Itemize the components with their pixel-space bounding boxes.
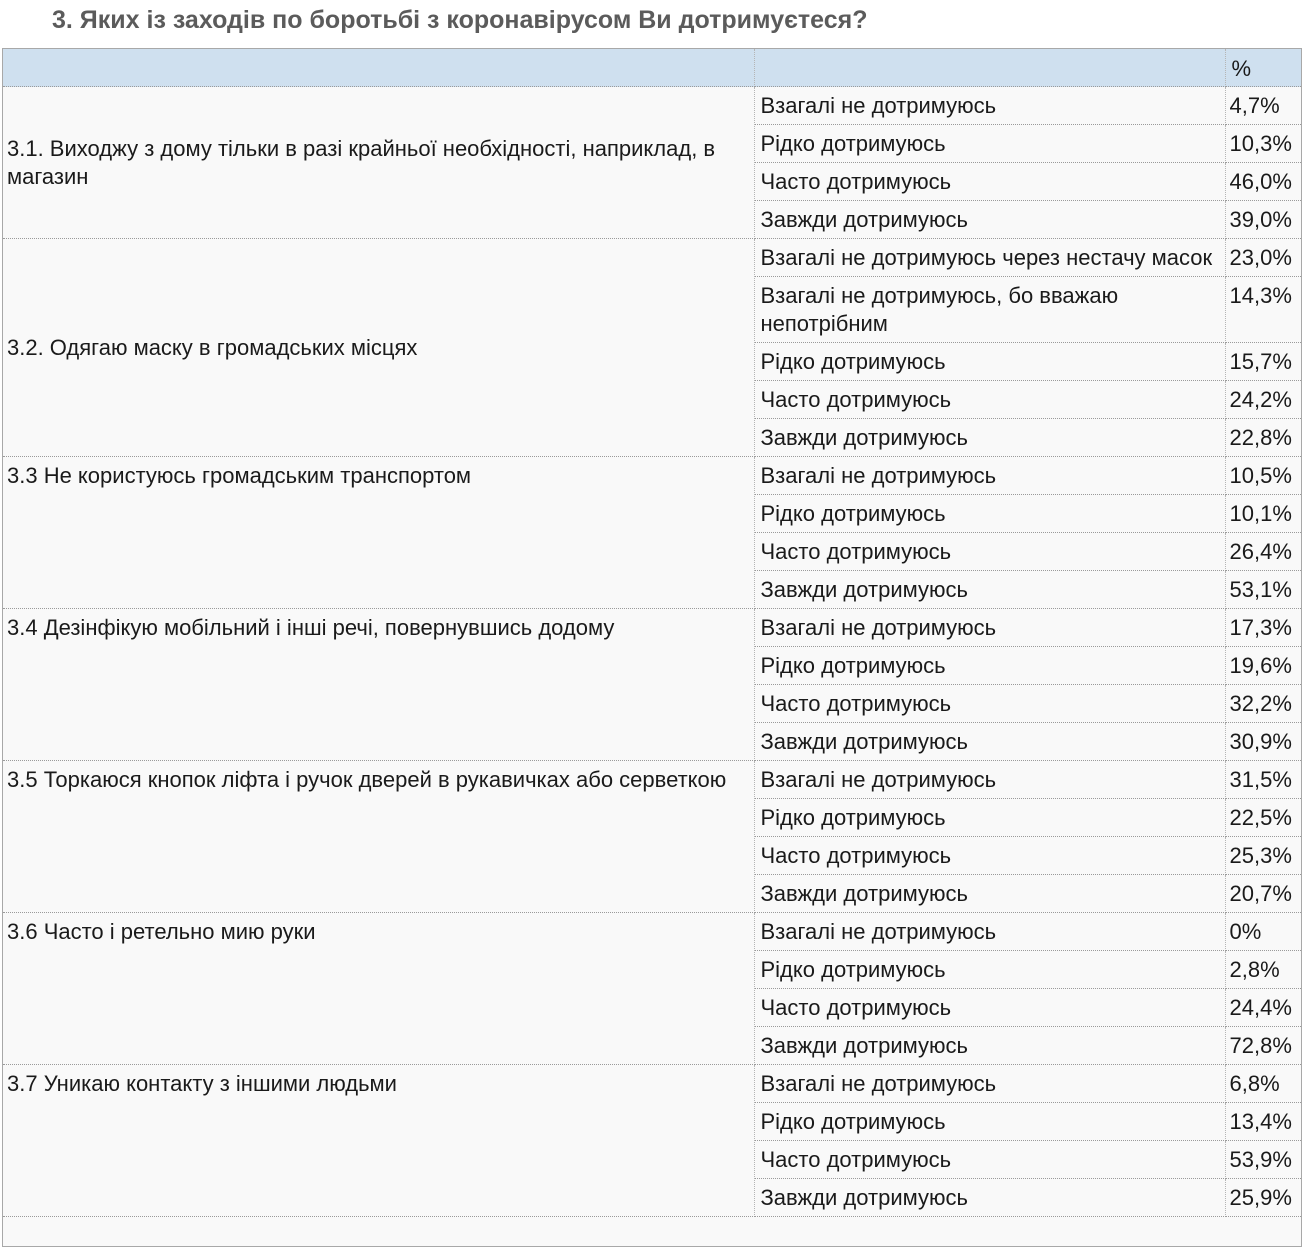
answer-option: Рідко дотримуюсь bbox=[754, 951, 1225, 989]
question-label: 3.2. Одягаю маску в громадських місцях bbox=[3, 239, 754, 457]
table-row bbox=[3, 609, 1301, 647]
answer-option: Часто дотримуюсь bbox=[754, 1141, 1225, 1179]
answer-percent: 24,2% bbox=[1225, 381, 1301, 419]
table-header-row bbox=[3, 49, 1301, 87]
answer-option: Взагалі не дотримуюсь через нестачу масок bbox=[754, 239, 1225, 277]
answer-option: Завжди дотримуюсь bbox=[754, 1027, 1225, 1065]
answer-option: Взагалі не дотримуюсь bbox=[754, 87, 1225, 125]
answer-option: Часто дотримуюсь bbox=[754, 381, 1225, 419]
answer-percent: 32,2% bbox=[1225, 685, 1301, 723]
answer-percent: 2,8% bbox=[1225, 951, 1301, 989]
answer-percent: 13,4% bbox=[1225, 1103, 1301, 1141]
answer-option: Завжди дотримуюсь bbox=[754, 875, 1225, 913]
question-label: 3.3 Не користуюсь громадським транспортом bbox=[3, 457, 754, 609]
answer-option: Часто дотримуюсь bbox=[754, 533, 1225, 571]
survey-table bbox=[2, 48, 1302, 1247]
answer-percent: 10,5% bbox=[1225, 457, 1301, 495]
table-row bbox=[3, 1065, 1301, 1103]
answer-percent: 46,0% bbox=[1225, 163, 1301, 201]
answer-option: Взагалі не дотримуюсь bbox=[754, 609, 1225, 647]
answer-option: Взагалі не дотримуюсь bbox=[754, 457, 1225, 495]
answer-percent: 20,7% bbox=[1225, 875, 1301, 913]
answer-percent: 10,3% bbox=[1225, 125, 1301, 163]
question-label: 3.6 Часто і ретельно мию руки bbox=[3, 913, 754, 1065]
answer-option: Взагалі не дотримуюсь, бо вважаю непотрібним bbox=[754, 277, 1225, 343]
header-option-cell bbox=[754, 49, 1225, 87]
answer-option: Рідко дотримуюсь bbox=[754, 343, 1225, 381]
answer-percent: 15,7% bbox=[1225, 343, 1301, 381]
answer-option: Рідко дотримуюсь bbox=[754, 495, 1225, 533]
answer-option: Часто дотримуюсь bbox=[754, 163, 1225, 201]
answer-percent: 0% bbox=[1225, 913, 1301, 951]
question-label: 3.1. Виходжу з дому тільки в разі крайньої необхідності, наприклад, в магазин bbox=[3, 87, 754, 239]
answer-option: Рідко дотримуюсь bbox=[754, 125, 1225, 163]
answer-option: Часто дотримуюсь bbox=[754, 685, 1225, 723]
answer-percent: 39,0% bbox=[1225, 201, 1301, 239]
answer-option: Завжди дотримуюсь bbox=[754, 419, 1225, 457]
answer-percent: 14,3% bbox=[1225, 277, 1301, 343]
answer-option: Рідко дотримуюсь bbox=[754, 647, 1225, 685]
answer-option: Рідко дотримуюсь bbox=[754, 799, 1225, 837]
answer-percent: 53,1% bbox=[1225, 571, 1301, 609]
answer-option: Завжди дотримуюсь bbox=[754, 201, 1225, 239]
answer-percent: 53,9% bbox=[1225, 1141, 1301, 1179]
answer-percent: 22,5% bbox=[1225, 799, 1301, 837]
question-label: 3.7 Уникаю контакту з іншими людьми bbox=[3, 1065, 754, 1217]
answer-percent: 4,7% bbox=[1225, 87, 1301, 125]
answer-option: Часто дотримуюсь bbox=[754, 837, 1225, 875]
answer-option: Рідко дотримуюсь bbox=[754, 1103, 1225, 1141]
table-row bbox=[3, 761, 1301, 799]
header-question-cell bbox=[3, 49, 754, 87]
answer-percent: 25,9% bbox=[1225, 1179, 1301, 1217]
answer-percent: 23,0% bbox=[1225, 239, 1301, 277]
answer-percent: 24,4% bbox=[1225, 989, 1301, 1027]
table-row bbox=[3, 913, 1301, 951]
answer-percent: 26,4% bbox=[1225, 533, 1301, 571]
answer-percent: 25,3% bbox=[1225, 837, 1301, 875]
answer-option: Часто дотримуюсь bbox=[754, 989, 1225, 1027]
answer-option: Завжди дотримуюсь bbox=[754, 1179, 1225, 1217]
answer-percent: 6,8% bbox=[1225, 1065, 1301, 1103]
answer-option: Завжди дотримуюсь bbox=[754, 571, 1225, 609]
answer-option: Взагалі не дотримуюсь bbox=[754, 913, 1225, 951]
answer-percent: 22,8% bbox=[1225, 419, 1301, 457]
answer-option: Завжди дотримуюсь bbox=[754, 723, 1225, 761]
page-title: 3. Яких із заходів по боротьбі з коронавірусом Ви дотримуєтеся? bbox=[52, 6, 868, 34]
answer-percent: 17,3% bbox=[1225, 609, 1301, 647]
table-row bbox=[3, 457, 1301, 495]
question-label: 3.4 Дезінфікую мобільний і інші речі, повернувшись додому bbox=[3, 609, 754, 761]
answer-option: Взагалі не дотримуюсь bbox=[754, 1065, 1225, 1103]
answer-percent: 19,6% bbox=[1225, 647, 1301, 685]
table-row bbox=[3, 239, 1301, 277]
question-label: 3.5 Торкаюся кнопок ліфта і ручок дверей в рукавичках або серветкою bbox=[3, 761, 754, 913]
answer-percent: 30,9% bbox=[1225, 723, 1301, 761]
answer-option: Взагалі не дотримуюсь bbox=[754, 761, 1225, 799]
answer-percent: 72,8% bbox=[1225, 1027, 1301, 1065]
header-percent-label: % bbox=[1225, 49, 1301, 87]
table-row bbox=[3, 87, 1301, 125]
answer-percent: 31,5% bbox=[1225, 761, 1301, 799]
answer-percent: 10,1% bbox=[1225, 495, 1301, 533]
